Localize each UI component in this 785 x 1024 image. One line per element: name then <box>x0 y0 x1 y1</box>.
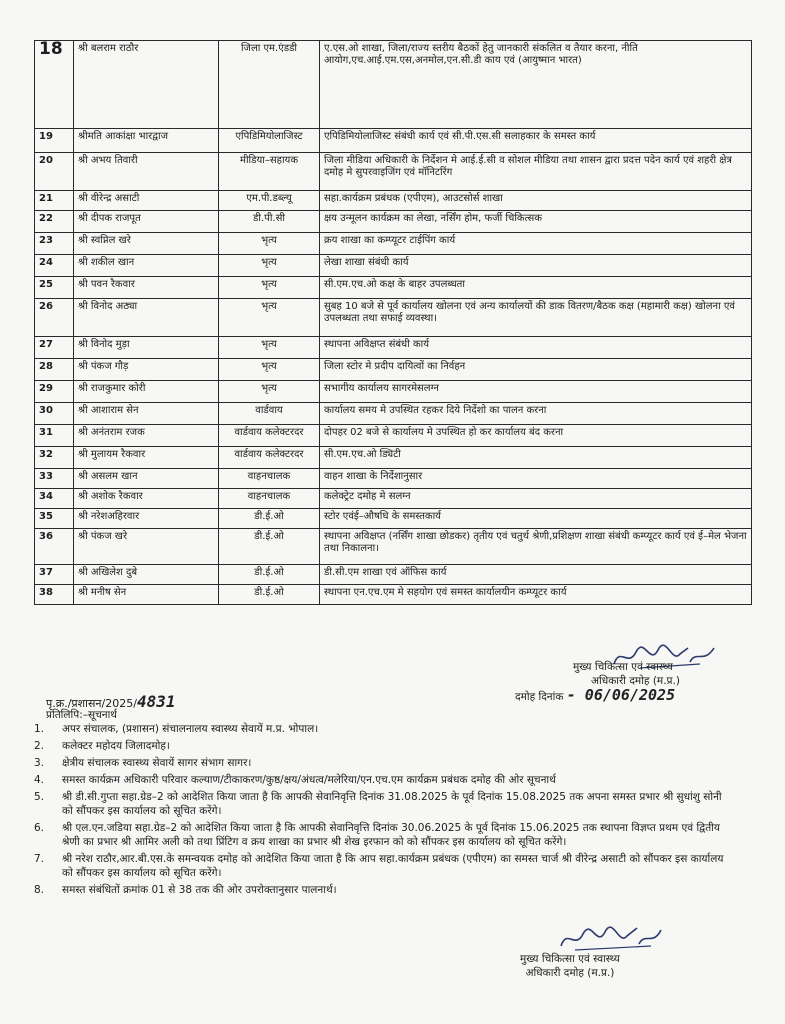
duty-description-cell: सहा.कार्यक्रम प्रबंधक (एपीएम), आउटसोर्स शाखा <box>320 191 752 211</box>
table-row <box>35 509 752 529</box>
list-item-text: श्री डी.सी.गुप्ता सहा.ग्रेड–2 को आदेशित किया जाता है कि आपकी सेवानिवृत्ति दिनांक 31.08.2025 के पूर्व दिनांक 15.08.2025 तक अपना समस्त प्रभार श्री सुधांशु सोनी को सौंपकर इस कार्यालय को सूचित करेंगे। <box>62 791 722 817</box>
list-item <box>34 739 734 753</box>
employee-name-cell: श्री आशाराम सेन <box>74 403 219 425</box>
serial-number-cell: 31 <box>35 425 74 447</box>
table-row <box>35 255 752 277</box>
serial-number-cell: 21 <box>35 191 74 211</box>
list-item <box>34 722 734 736</box>
table-row <box>35 359 752 381</box>
duty-description-cell: स्थापना एन.एच.एम मे सहयोग एवं समस्त कार्यालयीन कम्प्यूटर कार्य <box>320 585 752 605</box>
duty-description-cell: सभागीय कार्यालय सागरमेसलग्न <box>320 381 752 403</box>
designation-cell: वाहनचालक <box>219 469 320 489</box>
serial-number-cell: 20 <box>35 153 74 191</box>
duty-description-cell: स्थापना अविक्षप्त संबंधी कार्य <box>320 337 752 359</box>
serial-number-cell: 38 <box>35 585 74 605</box>
employee-name-cell: श्री बलराम राठौर <box>74 41 219 129</box>
table-row <box>35 585 752 605</box>
duty-allocation-table <box>34 40 752 605</box>
employee-name-cell: श्री विनोद अठ्या <box>74 299 219 337</box>
employee-name-cell: श्री वीरेन्द्र असाटी <box>74 191 219 211</box>
employee-name-cell: श्री अखिलेश दुबे <box>74 565 219 585</box>
duty-description-cell: स्टोर एवंई–औषधि के समस्तकार्य <box>320 509 752 529</box>
serial-number-cell: 29 <box>35 381 74 403</box>
employee-name-cell: श्री राजकुमार कोरी <box>74 381 219 403</box>
employee-name-cell: श्री दीपक राजपूत <box>74 211 219 233</box>
list-item-number: 7. <box>34 853 45 865</box>
designation-cell: वार्डवाय कलेक्टरदर <box>219 447 320 469</box>
employee-name-cell: श्री विनोद मुड़ा <box>74 337 219 359</box>
employee-name-cell: श्री अशोक रैकवार <box>74 489 219 509</box>
duty-description-cell: सुबह 10 बजे से पूर्व कार्यालय खोलना एवं अन्य कार्यालयों की डाक वितरण/बैठक कक्ष (महामारी कक्ष) खोलना एवं उपलब्धता तथा सफाई व्यवस्था। <box>320 299 752 337</box>
designation-cell: डी.पी.सी <box>219 211 320 233</box>
list-item-text: श्री एल.एन.जडिया सहा.ग्रेड–2 को आदेशित किया जाता है कि आपकी सेवानिवृत्ति दिनांक 30.06.2025 के पूर्व दिनांक 15.06.2025 तक स्थापना विज्ञप्त प्रथम एवं द्वितीय श्रेणी का प्रभार श्री आमिर अली को तथा प्रिंटिग व क्रय शाखा का प्रभार श्री शेख इरफान को को सौंपकर इस कार्यालय को सूचित करेंगे। <box>62 822 720 848</box>
duty-description-cell: क्रय शाखा का कम्प्यूटर टाईपिंग कार्य <box>320 233 752 255</box>
list-item-number: 1. <box>34 723 45 735</box>
table-row <box>35 129 752 153</box>
list-item <box>34 852 734 880</box>
serial-number-cell: 36 <box>35 529 74 565</box>
duty-description-cell: जिला स्टोर मे प्रदीप दायित्वों का निर्वहन <box>320 359 752 381</box>
table-row <box>35 233 752 255</box>
list-item-number: 4. <box>34 774 45 786</box>
employee-name-cell: श्री पंकज गौड़ <box>74 359 219 381</box>
serial-number-cell: 35 <box>35 509 74 529</box>
table-row <box>35 153 752 191</box>
list-item-number: 8. <box>34 884 45 896</box>
duty-description-cell: लेखा शाखा संबंधी कार्य <box>320 255 752 277</box>
designation-cell: भृत्य <box>219 255 320 277</box>
employee-name-cell: श्री शकील खान <box>74 255 219 277</box>
serial-number-cell: 30 <box>35 403 74 425</box>
employee-name-cell: श्री स्वप्निल खरे <box>74 233 219 255</box>
duty-description-cell: एपिडिमियोलाजिस्ट संबंधी कार्य एवं सी.पी.एस.सी सलाहकार के समस्त कार्य <box>320 129 752 153</box>
list-item-text: क्षेत्रीय संचालक स्वास्थ्य सेवायें सागर संभाग सागर। <box>62 757 252 769</box>
duty-description-cell: कलेक्ट्रेट दमोह मे सलग्न <box>320 489 752 509</box>
table-row <box>35 191 752 211</box>
designation-cell: एपिडिमियोलाजिस्ट <box>219 129 320 153</box>
table-row <box>35 381 752 403</box>
duty-description-cell: सी.एम.एच.ओ कक्ष के बाहर उपलब्धता <box>320 277 752 299</box>
duty-description-cell: दोपहर 02 बजे से कार्यालय मे उपस्थित हो कर कार्यालय बंद करना <box>320 425 752 447</box>
employee-name-cell: श्री मनीष सेन <box>74 585 219 605</box>
table-row <box>35 489 752 509</box>
employee-name-cell: श्रीमति आकांक्षा भारद्वाज <box>74 129 219 153</box>
table-row <box>35 41 752 129</box>
list-item <box>34 821 734 849</box>
designation-cell: मीडिया–सहायक <box>219 153 320 191</box>
list-item-number: 5. <box>34 791 45 803</box>
signature-block-top <box>515 660 680 704</box>
serial-number-cell: 37 <box>35 565 74 585</box>
duty-description-cell: वाहन शाखा के निर्देशानुसार <box>320 469 752 489</box>
designation-cell: भृत्य <box>219 233 320 255</box>
designation-cell: भृत्य <box>219 337 320 359</box>
duty-description-cell: कार्यालय समय मे उपस्थित रहकर दिये निर्देशो का पालन करना <box>320 403 752 425</box>
designation-cell: डी.ई.ओ <box>219 509 320 529</box>
serial-number-cell: 28 <box>35 359 74 381</box>
duty-description-cell: क्षय उन्मूलन कार्यक्रम का लेखा, नर्सिंग होम, फर्जी चिकित्सक <box>320 211 752 233</box>
table-row <box>35 469 752 489</box>
memo-prefix: पृ.क्र./प्रशासन/2025/ <box>46 697 137 710</box>
serial-number-cell: 27 <box>35 337 74 359</box>
signature-title: मुख्य चिकित्सा एवं स्वास्थ्य <box>573 661 673 673</box>
table-row <box>35 403 752 425</box>
employee-name-cell: श्री नरेशअहिरवार <box>74 509 219 529</box>
table-row <box>35 529 752 565</box>
serial-number-cell: 25 <box>35 277 74 299</box>
list-item-text: श्री नरेश राठौर,आर.बी.एस.के समन्वयक दमोह को आदेशित किया जाता है कि आप सहा.कार्यक्रम प्रबंधक (एपीएम) का समस्त चार्ज श्री वीरेन्द्र असाटी को सौंपकर इस कार्यालय को सौंपकर इस कार्यालय को सूचित करेंगे। <box>62 853 724 879</box>
table-row <box>35 565 752 585</box>
list-item-number: 6. <box>34 822 45 834</box>
serial-number-cell: 33 <box>35 469 74 489</box>
table-row <box>35 277 752 299</box>
employee-name-cell: श्री मुलायम रैकवार <box>74 447 219 469</box>
signature-scribble-bottom <box>555 922 665 954</box>
list-item <box>34 790 734 818</box>
designation-cell: एम.पी.डब्ल्यू <box>219 191 320 211</box>
table-row <box>35 211 752 233</box>
designation-cell: डी.ई.ओ <box>219 529 320 565</box>
employee-name-cell: श्री अभय तिवारी <box>74 153 219 191</box>
serial-number-cell: 19 <box>35 129 74 153</box>
serial-number-cell: 32 <box>35 447 74 469</box>
employee-name-cell: श्री पवन रैकवार <box>74 277 219 299</box>
signature-office: अधिकारी दमोह (म.प्र.) <box>591 675 680 687</box>
serial-number-cell: 24 <box>35 255 74 277</box>
signature-office: अधिकारी दमोह (म.प्र.) <box>525 967 615 979</box>
list-item <box>34 883 734 897</box>
designation-cell: भृत्य <box>219 359 320 381</box>
designation-cell: भृत्य <box>219 381 320 403</box>
duty-description-cell: सी.एम.एच.ओ ड्यिटी <box>320 447 752 469</box>
designation-cell: भृत्य <box>219 299 320 337</box>
duty-description-cell: डी.सी.एम शाखा एवं ऑफिस कार्य <box>320 565 752 585</box>
designation-cell: वाहनचालक <box>219 489 320 509</box>
designation-cell: डी.ई.ओ <box>219 565 320 585</box>
table-row <box>35 425 752 447</box>
list-item-number: 3. <box>34 757 45 769</box>
duty-description-cell: ए.एस.ओ शाखा, जिला/राज्य स्तरीय बैठकों हेतु जानकारी संकलित व तैयार करना, नीति आयोग,एच.आई.एम.एस,अनमोल,एन.सी.डी काय एवं (आयुष्मान भारत) <box>320 41 752 129</box>
list-item-text: समस्त संबंधितों क्रमांक 01 से 38 तक की ओर उपरोक्तानुसार पालनार्थ। <box>62 884 337 896</box>
list-item-number: 2. <box>34 740 45 752</box>
table-row <box>35 337 752 359</box>
serial-number-cell: 23 <box>35 233 74 255</box>
designation-cell: जिला एम.एंडडी <box>219 41 320 129</box>
duty-description-cell: स्थापना अविक्षप्त (नर्सिंग शाखा छोडकर) तृतीय एवं चतुर्थ श्रेणी,प्रशिक्षण शाखा संबंधी कम्प्यूटर कार्य एवं ई–मेल भेजना तथा निकालना। <box>320 529 752 565</box>
duty-description-cell: जिला मीडिया अधिकारी के निर्देशन मे आई.ई.सी व सोशल मीडिया तथा शासन द्वारा प्रदत्त पदेन कार्य एवं शहरी क्षेत्र दमोह मे सुपरवाइजिंग एवं मॉनिटरिंग <box>320 153 752 191</box>
signature-title: मुख्य चिकित्सा एवं स्वास्थ्य <box>520 953 620 965</box>
date-value: - 06/06/2025 <box>566 686 676 704</box>
employee-name-cell: श्री अनंतराम रजक <box>74 425 219 447</box>
copy-heading: प्रतिलिपि:–सूचनार्थ <box>46 709 118 721</box>
date-label: दमोह दिनांक <box>515 691 564 703</box>
serial-number-cell: 34 <box>35 489 74 509</box>
list-item-text: समस्त कार्यक्रम अधिकारी परिवार कल्याण/टीकाकरण/कुष्ठ/क्षय/अंधत्व/मलेरिया/एन.एच.एम कार्यक्रम प्रबंधक दमोह की ओर सूचनार्थ <box>62 774 556 786</box>
designation-cell: वार्डवाय कलेक्टरदर <box>219 425 320 447</box>
signature-block-bottom <box>520 952 620 980</box>
list-item-text: अपर संचालक, (प्रशासन) संचालनालय स्वास्थ्य सेवायें म.प्र. भोपाल। <box>62 723 319 735</box>
table-row <box>35 299 752 337</box>
employee-name-cell: श्री पंकज खरे <box>74 529 219 565</box>
serial-number-cell: 18 <box>35 41 74 129</box>
employee-name-cell: श्री असलम खान <box>74 469 219 489</box>
memo-handwritten-number: 4831 <box>136 692 176 711</box>
designation-cell: वार्डवाय <box>219 403 320 425</box>
designation-cell: डी.ई.ओ <box>219 585 320 605</box>
designation-cell: भृत्य <box>219 277 320 299</box>
table-row <box>35 447 752 469</box>
serial-number-cell: 26 <box>35 299 74 337</box>
list-item-text: कलेक्टर महोदय जिलादमोह। <box>62 740 170 752</box>
list-item <box>34 773 734 787</box>
distribution-list <box>34 722 734 900</box>
serial-number-cell: 22 <box>35 211 74 233</box>
list-item <box>34 756 734 770</box>
